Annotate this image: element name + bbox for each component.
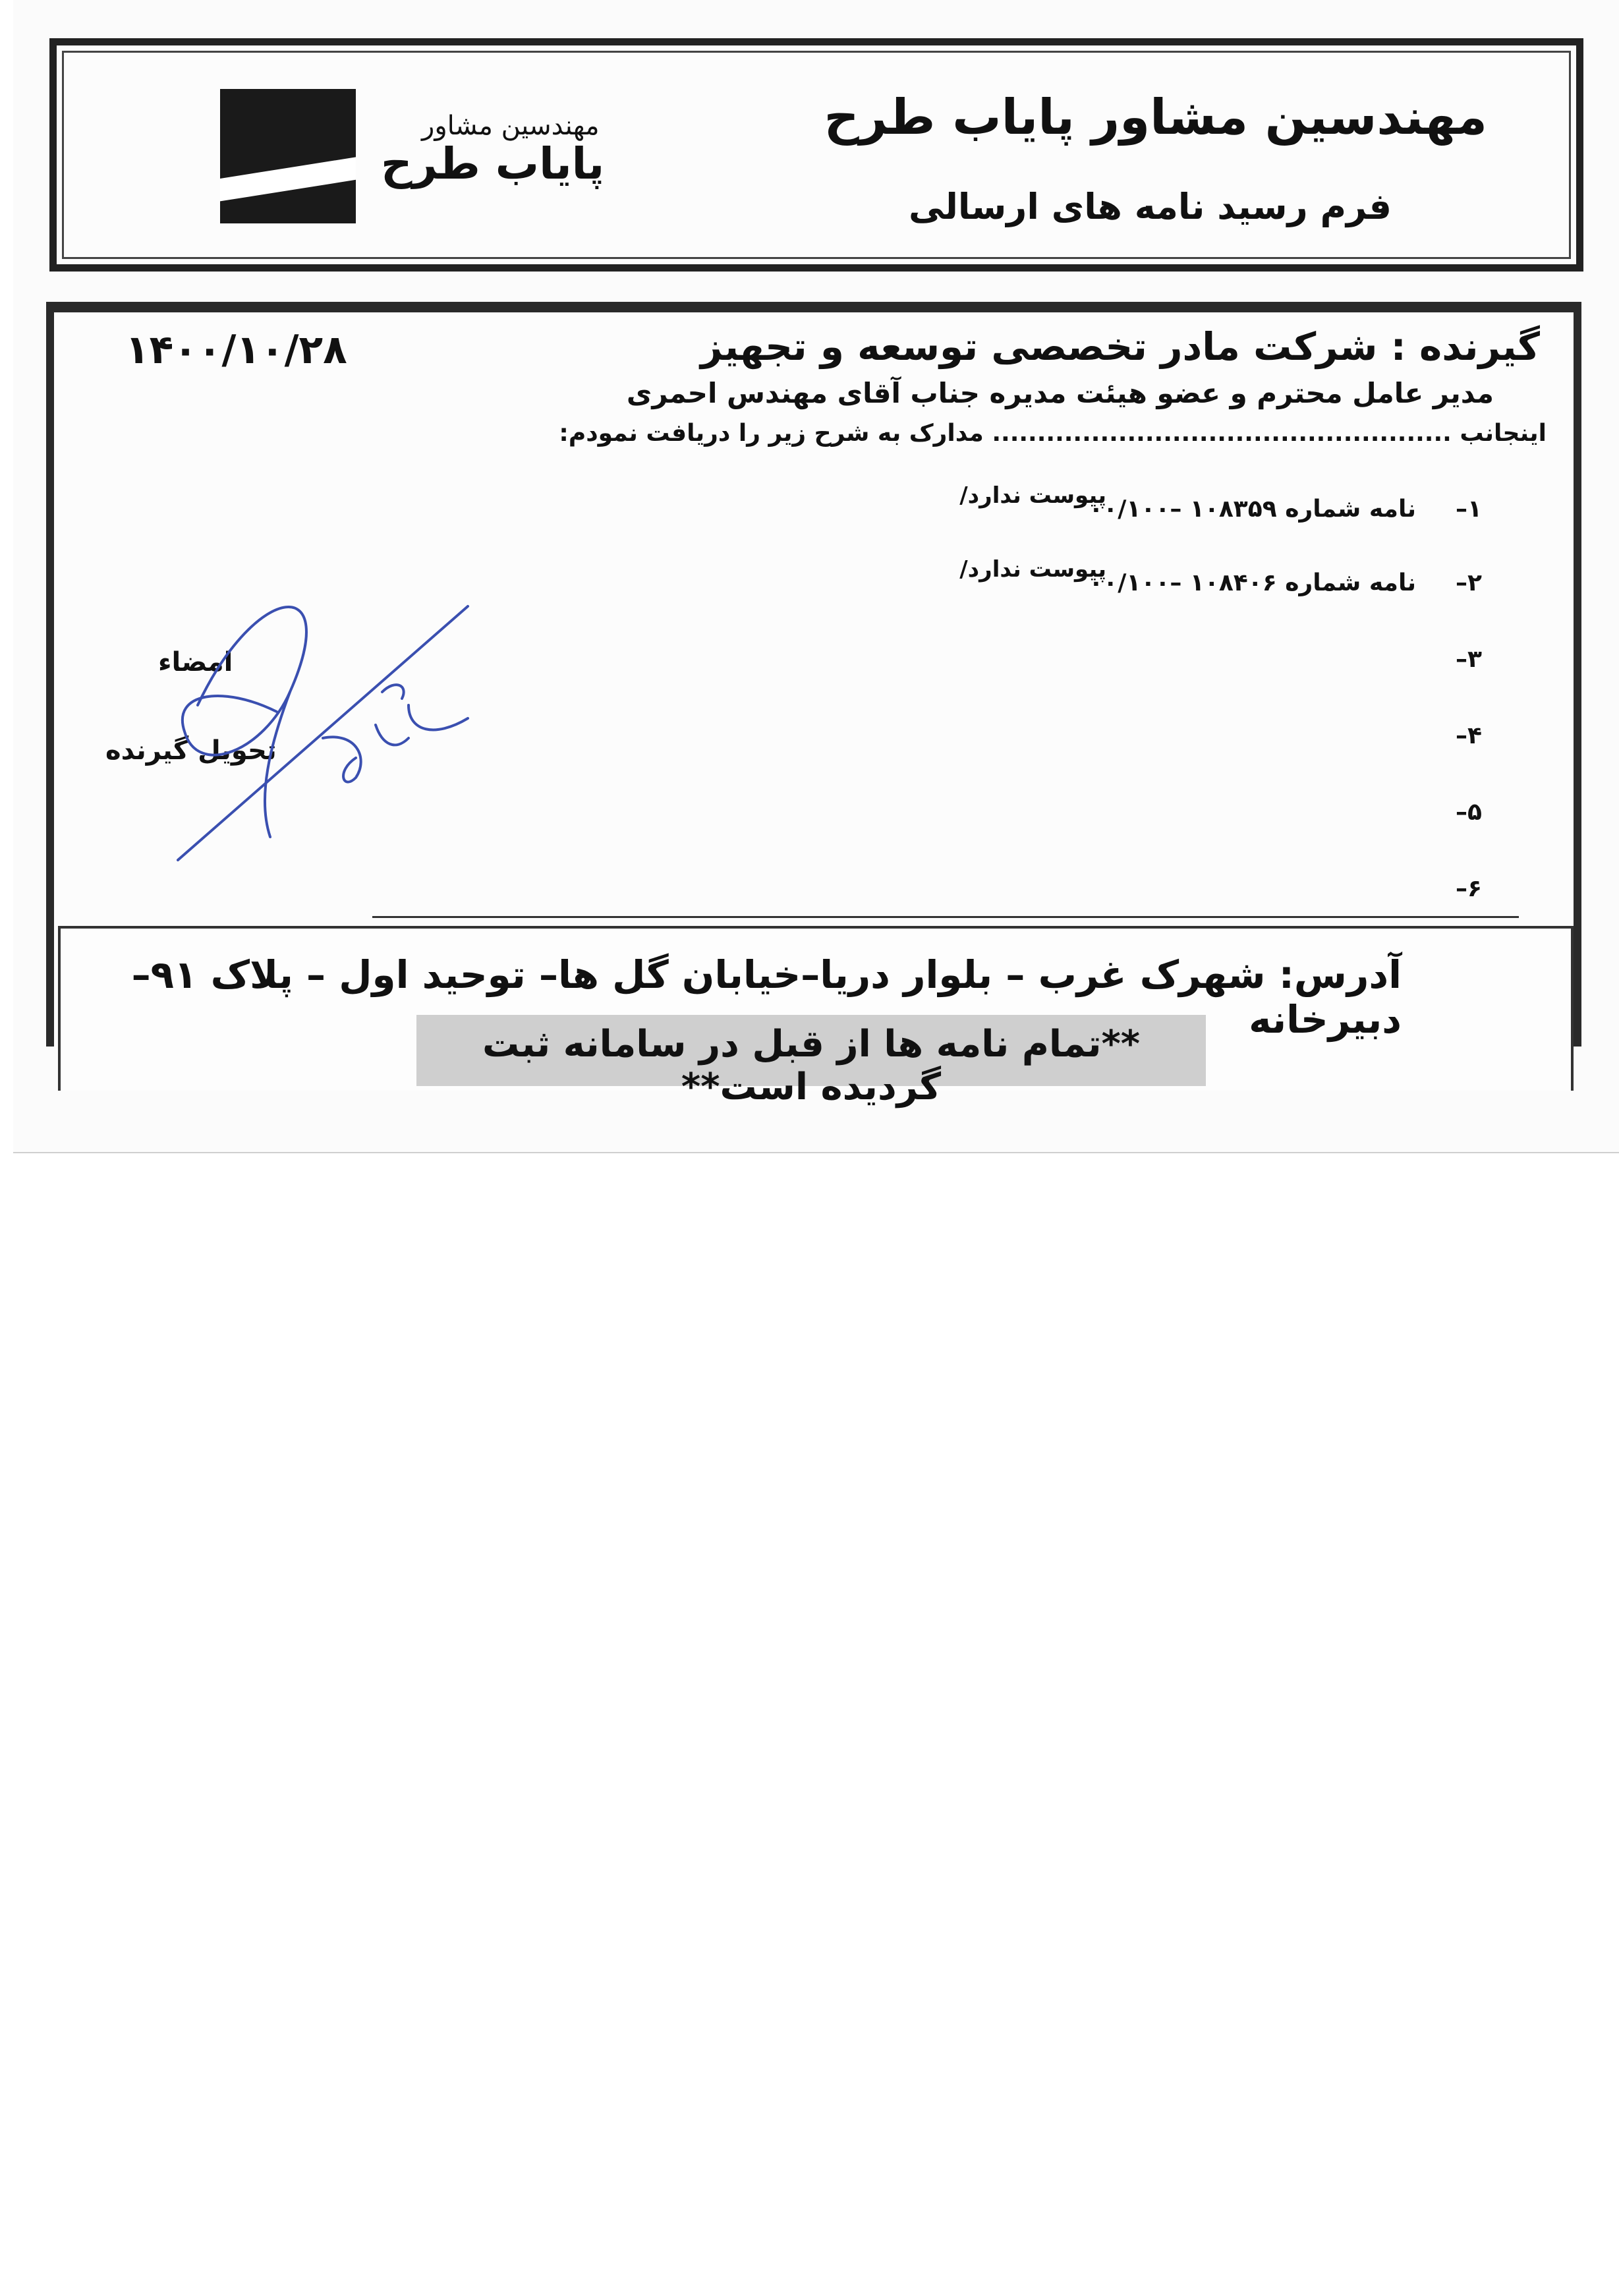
logo-subtitle: مهندسین مشاور: [422, 111, 600, 141]
date: ۱۴۰۰/۱۰/۲۸: [125, 327, 347, 373]
recipient-line: گیرنده : شرکت مادر تخصصی توسعه و تجهیز: [700, 324, 1540, 369]
firm-name: مهندسین مشاور پایاب طرح: [824, 89, 1487, 146]
form-title: فرم رسید نامه های ارسالی: [909, 186, 1392, 227]
item-number: ۶–: [1456, 875, 1482, 902]
address: آدرس: شهرک غرب – بلوار دریا–خیابان گل ها– توحید اول – پلاک ۹۱– دبیرخانه: [131, 952, 1402, 1042]
divider: [372, 916, 1519, 918]
item-attachment: پیوست ندارد/: [959, 482, 1106, 509]
item-number: ۵–: [1456, 799, 1482, 826]
item-number: ۴–: [1456, 722, 1482, 749]
item-number: ۲–: [1456, 569, 1482, 596]
company-logo-mark: [220, 89, 356, 223]
registration-note: **تمام نامه ها از قبل در سامانه ثبت گردیده است**: [482, 1023, 1141, 1108]
item-number: ۱–: [1456, 496, 1482, 523]
received-statement: اینجانب ................................................... مدارک به شرح زیر را دریافت نمودم:: [559, 420, 1547, 447]
signature-label: امضاء: [158, 647, 233, 677]
handwritten-signature: [158, 580, 501, 870]
item-text: نامه شماره ۱۰۸۴۰۶ –۰۰/۱۰۰: [1089, 569, 1416, 596]
manager-line: مدیر عامل محترم و عضو هیئت مدیره جناب آقای مهندس احمری: [626, 377, 1494, 409]
logo-name: پایاب طرح: [381, 138, 605, 189]
item-text: نامه شماره ۱۰۸۳۵۹ –۰۰/۱۰۰: [1089, 496, 1416, 523]
item-number: ۳–: [1456, 646, 1482, 673]
item-attachment: پیوست ندارد/: [959, 556, 1106, 583]
receiver-label: تحویل گیرنده: [105, 735, 277, 766]
